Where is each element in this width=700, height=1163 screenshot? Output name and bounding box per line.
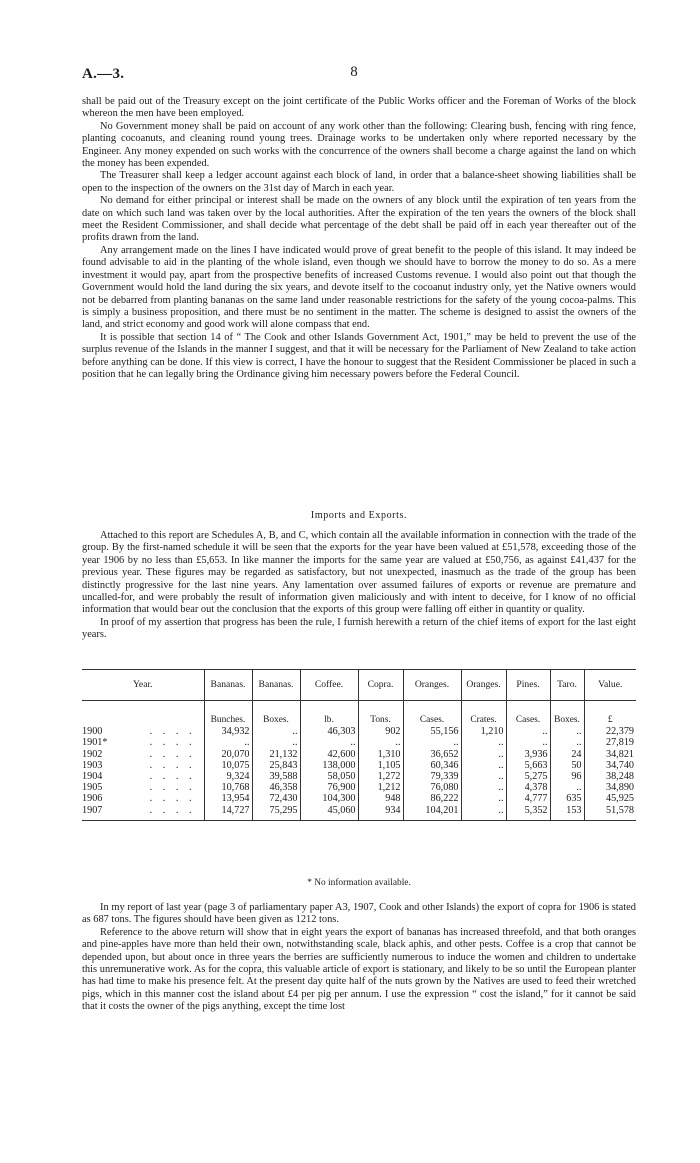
value-cell: 45,060 [300, 805, 358, 821]
table-header-row [82, 670, 636, 701]
value-cell: 153 [550, 805, 584, 821]
value-cell: .. [300, 737, 358, 748]
value-cell: 1,210 [461, 726, 506, 737]
unit-cell: Cases. [403, 701, 461, 727]
value-cell: 104,300 [300, 793, 358, 804]
value-cell: 104,201 [403, 805, 461, 821]
year-label: 1903 [82, 759, 103, 771]
column-header: Oranges. [403, 670, 461, 701]
value-cell: 1,212 [358, 782, 403, 793]
page-header [82, 66, 626, 86]
value-cell: 25,843 [252, 760, 300, 771]
value-cell: 34,821 [605, 748, 634, 760]
unit-cell: Tons. [358, 701, 403, 727]
value-cell: 34,890 [605, 782, 634, 794]
year-label: 1906 [82, 793, 103, 805]
value-cell: .. [252, 726, 300, 737]
value-cell: 1,310 [358, 749, 403, 760]
value-cell: 138,000 [300, 760, 358, 771]
table-row [82, 737, 636, 748]
column-header: Year. [82, 670, 204, 701]
value-cell: .. [204, 737, 252, 748]
paragraph: No demand for either principal or interest shall be made on the owners of any block until the expiration of ten years from the date on which such land was taken over by the local authorities. After the expiration of the ten years the owners of the block shall meet the Resident Commissioner, and shall decide what percentage of the debt shall be paid off in each year thereafter out of the profits drawn from the land. [82, 195, 636, 244]
table-row [82, 749, 636, 760]
unit-cell: Boxes. [550, 701, 584, 727]
value-cell: .. [252, 737, 300, 748]
value-cell: .. [461, 805, 506, 821]
value-cell: 5,352 [506, 805, 550, 821]
year-label: 1900 [82, 726, 103, 738]
paragraph: In my report of last year (page 3 of parliamentary paper A3, 1907, Cook and other Islands) the export of copra for 1906 is stated as 687 tons. The figures should have been given as 1212 tons. [82, 902, 636, 926]
column-header: Value. [584, 670, 636, 701]
value-cell: 72,430 [252, 793, 300, 804]
value-cell: .. [461, 771, 506, 782]
column-header: Coffee. [300, 670, 358, 701]
value-cell: .. [506, 726, 550, 737]
unit-cell [82, 701, 204, 727]
value-cell: 13,954 [204, 793, 252, 804]
paragraph: In proof of my assertion that progress has been the rule, I furnish herewith a return of the chief items of export for the last eight years. [82, 616, 636, 641]
value-cell: .. [461, 737, 506, 748]
value-cell: 5,275 [506, 771, 550, 782]
value-cell: .. [506, 737, 550, 748]
year-cell [82, 793, 204, 804]
value-cell: 79,339 [403, 771, 461, 782]
value-cell: .. [461, 749, 506, 760]
value-cell: 76,900 [300, 782, 358, 793]
value-cell: .. [358, 737, 403, 748]
value-cell: 1,272 [358, 771, 403, 782]
table-row [82, 782, 636, 793]
leader-dots: . . . . [149, 759, 196, 771]
value-cell: 10,075 [204, 760, 252, 771]
table-row [82, 760, 636, 771]
unit-cell: Cases. [506, 701, 550, 727]
unit-cell: £ [607, 715, 613, 725]
year-cell [82, 737, 204, 748]
leader-dots: . . . . [149, 737, 196, 749]
value-cell: 60,346 [403, 760, 461, 771]
value-cell: 55,156 [403, 726, 461, 737]
section-heading: Imports and Exports. [310, 510, 408, 521]
value-cell: 948 [358, 793, 403, 804]
body-section-2 [82, 530, 636, 642]
leader-dots: . . . . [149, 771, 196, 783]
unit-cell: Bunches. [204, 701, 252, 727]
exports-table [82, 669, 636, 821]
value-cell: 38,248 [605, 771, 634, 783]
year-label: 1907 [82, 804, 103, 816]
value-cell: 75,295 [252, 805, 300, 821]
year-cell [82, 771, 204, 782]
paragraph: The Treasurer shall keep a ledger account against each block of land, in order that a balance-sheet showing liabilities shall be open to the inspection of the owners on the 31st day of March in each year. [82, 170, 636, 194]
value-cell: 34,932 [204, 726, 252, 737]
paragraph: It is possible that section 14 of “ The Cook and other Islands Government Act, 1901,” may be held to prevent the use of the surplus revenue of the Islands in the manner I suggest, and that it will be necessary for the Parliament of New Zealand to take action before anything can be done. If this view is correct, I have the honour to suggest that the Resident Commissioner be placed in such a position that he can legally bring the Ordinance giving him necessary powers before the Federal Council. [82, 331, 636, 380]
value-cell: 21,132 [252, 749, 300, 760]
value-cell: .. [550, 726, 584, 737]
value-cell: 34,740 [605, 759, 634, 771]
value-cell: 96 [550, 771, 584, 782]
column-header: Copra. [358, 670, 403, 701]
value-cell: 42,600 [300, 749, 358, 760]
table-row [82, 771, 636, 782]
paragraph: Any arrangement made on the lines I have indicated would prove of great benefit to the people of this island. It may indeed be found advisable to aid in the planting of the whole island, even though we should have to borrow the money to do so. As a mere investment it would pay, apart from the prospective benefits of increased Customs revenue. I would also point out that though the Government would hold the land during the six years, and devote itself to the cocoanut industry only, yet the Native owners would not be debarred from planting bananas on the same land under reasonable restrictions for the safety of the young cocoa-palms. This is simply a business proposition, and there must be no sentiment in the matter. The scheme is designed to assist the owners of the land, and strict economy and good work will alone compass that end. [82, 244, 636, 331]
value-cell: 36,652 [403, 749, 461, 760]
value-cell: 902 [358, 726, 403, 737]
value-cell: .. [550, 737, 584, 748]
body-section-1 [82, 96, 636, 381]
column-header: Pines. [506, 670, 550, 701]
value-cell: 50 [550, 760, 584, 771]
unit-cell: lb. [300, 701, 358, 727]
year-cell [82, 726, 204, 737]
year-label: 1902 [82, 748, 103, 760]
column-header: Taro. [550, 670, 584, 701]
leader-dots: . . . . [149, 782, 196, 794]
leader-dots: . . . . [149, 804, 196, 816]
year-cell [82, 749, 204, 760]
value-cell: 51,578 [584, 805, 636, 821]
value-cell: 4,777 [506, 793, 550, 804]
paragraph: No Government money shall be paid on account of any work other than the following: Clearing bush, fencing with ring fence, planting cocoanuts, and cleaning round young trees. Drainage works to be undertaken only where reported necessary by the Engineer. Any money expended on such works with the concurrence of the owners shall become a charge against the land on which the money has been expended. [82, 120, 636, 170]
table-footnote: * No information available. [307, 878, 411, 888]
value-cell: 58,050 [300, 771, 358, 782]
value-cell: 86,222 [403, 793, 461, 804]
value-cell: 3,936 [506, 749, 550, 760]
units-row [82, 701, 636, 727]
value-cell: .. [461, 793, 506, 804]
document-reference: A.—3. [82, 66, 125, 82]
year-cell [82, 782, 204, 793]
value-cell: 22,379 [605, 726, 634, 738]
paragraph: Attached to this report are Schedules A, B, and C, which contain all the available information in connection with the trade of the group. By the first-named schedule it will be seen that the exports for the year have been valued at £51,578, exceeding those of the year 1906 by no less than £5,653. In like manner the imports for the same year are valued at £50,756, as against £41,437 for the previous year. These figures may be regarded as satisfactory, but not unexpected, inasmuch as the trade of the group has been distinctly progressive for the last nine years. Any lamentation over assumed failures of exports or revenue are premature and uncalled-for, and were probably the result of information given maliciously and with intent to deceive, for I know of no official information that would bear out the conclusion that the exports of this group were falling off either in quantity or quality. [82, 530, 636, 616]
year-label: 1905 [82, 782, 103, 794]
value-cell: 27,819 [605, 737, 634, 749]
value-cell: 39,588 [252, 771, 300, 782]
value-cell: 1,105 [358, 760, 403, 771]
value-cell: 934 [358, 805, 403, 821]
table-row [82, 793, 636, 804]
column-header: Bananas. [204, 670, 252, 701]
value-cell: .. [461, 782, 506, 793]
value-cell: 45,925 [605, 793, 634, 805]
leader-dots: . . . . [149, 793, 196, 805]
value-cell: 20,070 [204, 749, 252, 760]
value-cell: 46,303 [300, 726, 358, 737]
paragraph: Reference to the above return will show that in eight years the export of bananas has increased threefold, and that both oranges and pine-apples have more than held their own, notwithstanding scale, black aphis, and other pests. Coffee is a crop that cannot be depended upon, but about once in three years the berries are sufficiently numerous to induce the women and children to undertake this unremunerative work. As for the copra, this valuable article of export is stationary, and likely to be so until the European planter has had time to make his presence felt. At the present day quite half of the nuts grown by the Natives are used to feed their wretched pigs, which in this manner cost the island about £4 per pig per annum. I use the expression “ cost the island,” for it cannot be said that it costs the owner of the pigs anything, except the time lost [82, 926, 636, 1013]
value-cell: 76,080 [403, 782, 461, 793]
column-header: Bananas. [252, 670, 300, 701]
paragraph: shall be paid out of the Treasury except on the joint certificate of the Public Works officer and the Foreman of Works of the block whereon the men have been employed. [82, 96, 636, 120]
table-row [82, 726, 636, 737]
leader-dots: . . . . [149, 748, 196, 760]
unit-cell: Crates. [461, 701, 506, 727]
value-cell: 24 [550, 749, 584, 760]
table-row [82, 805, 636, 821]
year-label: 1901* [82, 737, 108, 749]
leader-dots: . . . . [149, 726, 196, 738]
value-cell: 46,358 [252, 782, 300, 793]
value-cell: .. [461, 760, 506, 771]
year-cell [82, 760, 204, 771]
value-cell: .. [550, 782, 584, 793]
column-header: Oranges. [461, 670, 506, 701]
page-number: 8 [350, 64, 358, 80]
value-cell: .. [403, 737, 461, 748]
value-cell: 14,727 [204, 805, 252, 821]
value-cell: 635 [550, 793, 584, 804]
year-label: 1904 [82, 771, 103, 783]
value-cell: 10,768 [204, 782, 252, 793]
value-cell: 4,378 [506, 782, 550, 793]
body-section-3 [82, 902, 636, 1014]
unit-cell: Boxes. [252, 701, 300, 727]
year-cell [82, 805, 204, 821]
value-cell: 5,663 [506, 760, 550, 771]
value-cell: 9,324 [204, 771, 252, 782]
